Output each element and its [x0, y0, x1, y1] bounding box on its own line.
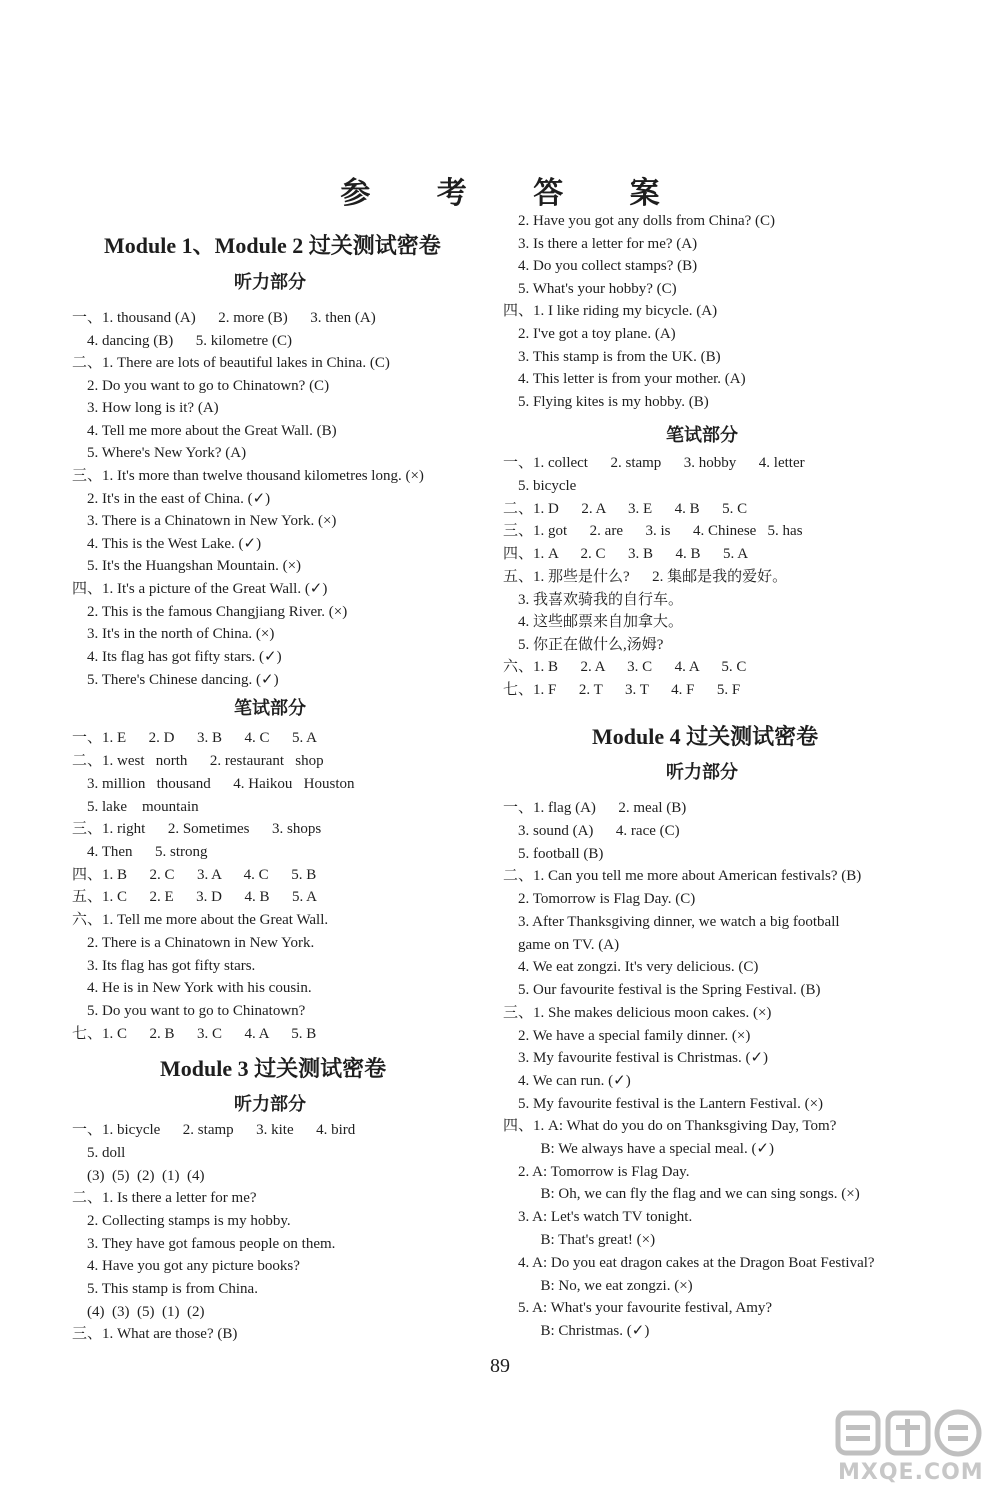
answer-line: 二、1. west north 2. restaurant shop [72, 753, 324, 769]
answer-line: 一、1. flag (A) 2. meal (B) [503, 800, 687, 816]
answer-line: 5. 你正在做什么,汤姆? [503, 637, 664, 653]
answer-line: B: Christmas. (✓) [503, 1323, 650, 1339]
answer-line: 5. A: What's your favourite festival, Amy? [503, 1300, 773, 1316]
answer-line: 二、1. Is there a letter for me? [72, 1190, 257, 1206]
answer-line: 3. Is there a letter for me? (A) [503, 236, 698, 252]
answer-line: 3. How long is it? (A) [72, 400, 219, 416]
answer-line: 4. A: Do you eat dragon cakes at the Dragon Boat Festival? [503, 1255, 875, 1271]
answer-line: 四、1. It's a picture of the Great Wall. (✓) [72, 581, 328, 597]
module-1-2-heading: Module 1、Module 2 过关测试密卷 [104, 233, 441, 258]
answer-line: 2. It's in the east of China. (✓) [72, 491, 271, 507]
answer-line: B: No, we eat zongzi. (×) [503, 1278, 693, 1294]
answer-line: 5. There's Chinese dancing. (✓) [72, 672, 279, 688]
answer-line: B: That's great! (×) [503, 1232, 656, 1248]
answer-line: 4. This is the West Lake. (✓) [72, 536, 262, 552]
answer-line: game on TV. (A) [518, 937, 620, 953]
answer-line: 4. This letter is from your mother. (A) [503, 371, 746, 387]
answer-line: B: Oh, we can fly the flag and we can sing songs. (×) [503, 1186, 860, 1202]
page-number: 89 [490, 1355, 510, 1377]
module-3-writing-heading: 笔试部分 [666, 425, 738, 446]
answer-line: 5. My favourite festival is the Lantern Festival. (×) [503, 1096, 824, 1112]
answer-line: 5. Our favourite festival is the Spring Festival. (B) [503, 982, 821, 998]
answer-line: 2. A: Tomorrow is Flag Day. [503, 1164, 690, 1180]
answer-line: 2. Do you want to go to Chinatown? (C) [72, 378, 330, 394]
answer-line: 5. Do you want to go to Chinatown? [72, 1003, 306, 1019]
answer-line: 3. There is a Chinatown in New York. (×) [72, 513, 337, 529]
answer-line: 三、1. She makes delicious moon cakes. (×) [503, 1005, 772, 1021]
answer-line: 4. Its flag has got fifty stars. (✓) [72, 649, 282, 665]
answer-line: 3. After Thanksgiving dinner, we watch a big football [503, 914, 840, 930]
answer-line: 5. Where's New York? (A) [72, 445, 247, 461]
answer-line: 四、1. I like riding my bicycle. (A) [503, 303, 718, 319]
answer-line: 3. They have got famous people on them. [72, 1236, 336, 1252]
answer-line: 四、1. B 2. C 3. A 4. C 5. B [72, 867, 317, 883]
answer-line: 4. He is in New York with his cousin. [72, 980, 312, 996]
answer-line: 4. Do you collect stamps? (B) [503, 258, 698, 274]
answer-line: 七、1. C 2. B 3. C 4. A 5. B [72, 1026, 317, 1042]
watermark-logo [830, 1405, 990, 1487]
answer-line: 一、1. thousand (A) 2. more (B) 3. then (A) [72, 310, 376, 326]
answer-line: 2. Have you got any dolls from China? (C) [503, 213, 776, 229]
module-3-heading: Module 3 过关测试密卷 [160, 1056, 387, 1081]
answer-line: 三、1. It's more than twelve thousand kilometres long. (×) [72, 468, 424, 484]
answer-line: 3. This stamp is from the UK. (B) [503, 349, 721, 365]
answer-line: 三、1. What are those? (B) [72, 1326, 238, 1342]
answer-line: 六、1. Tell me more about the Great Wall. [72, 912, 329, 928]
answer-line: 4. Have you got any picture books? [72, 1258, 300, 1274]
answer-line: 一、1. bicycle 2. stamp 3. kite 4. bird [72, 1122, 356, 1138]
answer-line: B: We always have a special meal. (✓) [503, 1141, 774, 1157]
answer-line: 2. We have a special family dinner. (×) [503, 1028, 751, 1044]
answer-line: 4. We eat zongzi. It's very delicious. (C) [503, 959, 759, 975]
page-title: 参 考 答 案 [340, 176, 688, 211]
answer-line: 三、1. got 2. are 3. is 4. Chinese 5. has [503, 523, 803, 539]
answer-circle-logo-icon [830, 1405, 990, 1465]
module-4-heading: Module 4 过关测试密卷 [592, 724, 819, 749]
answer-line: 3. It's in the north of China. (×) [72, 626, 275, 642]
module-4-listening-heading: 听力部分 [666, 762, 738, 783]
answer-line: 5. This stamp is from China. [72, 1281, 258, 1297]
answer-line: 二、1. Can you tell me more about American festivals? (B) [503, 868, 862, 884]
answer-line: 2. I've got a toy plane. (A) [503, 326, 676, 342]
answer-line: 3. My favourite festival is Christmas. (✓) [503, 1050, 769, 1066]
answer-line: 一、1. collect 2. stamp 3. hobby 4. letter [503, 455, 805, 471]
module-1-2-listening-heading: 听力部分 [234, 272, 306, 293]
answer-line: 4. We can run. (✓) [503, 1073, 631, 1089]
answer-line: 二、1. There are lots of beautiful lakes in China. (C) [72, 355, 390, 371]
answer-line: 四、1. A 2. C 3. B 4. B 5. A [503, 546, 749, 562]
module-1-2-writing-heading: 笔试部分 [234, 698, 306, 719]
answer-line: 3. Its flag has got fifty stars. [72, 958, 256, 974]
answer-line: 5. What's your hobby? (C) [503, 281, 677, 297]
answer-line: 2. Tomorrow is Flag Day. (C) [503, 891, 696, 907]
answer-line: 4. 这些邮票来自加拿大。 [503, 614, 684, 630]
answer-line: 三、1. right 2. Sometimes 3. shops [72, 821, 322, 837]
watermark-text: MXQE.COM [838, 1460, 984, 1485]
answer-line: (3) (5) (2) (1) (4) [72, 1168, 205, 1184]
answer-line: 2. This is the famous Changjiang River. (×) [72, 604, 348, 620]
answer-line: 5. lake mountain [72, 799, 199, 815]
module-3-listening-heading: 听力部分 [234, 1094, 306, 1115]
answer-line: 2. There is a Chinatown in New York. [72, 935, 315, 951]
answer-line: 4. Then 5. strong [72, 844, 208, 860]
answer-line: 七、1. F 2. T 3. T 4. F 5. F [503, 682, 741, 698]
answer-line: 3. sound (A) 4. race (C) [503, 823, 680, 839]
answer-line: 2. Collecting stamps is my hobby. [72, 1213, 291, 1229]
answer-line: 5. doll [72, 1145, 126, 1161]
answer-line: 二、1. D 2. A 3. E 4. B 5. C [503, 501, 748, 517]
answer-line: 六、1. B 2. A 3. C 4. A 5. C [503, 659, 747, 675]
answer-line: 5. bicycle [503, 478, 577, 494]
answer-line: 5. It's the Huangshan Mountain. (×) [72, 558, 302, 574]
answer-line: 一、1. E 2. D 3. B 4. C 5. A [72, 730, 318, 746]
answer-line: (4) (3) (5) (1) (2) [72, 1304, 205, 1320]
answer-line: 5. football (B) [503, 846, 604, 862]
answer-line: 四、1. A: What do you do on Thanksgiving Day, Tom? [503, 1118, 837, 1134]
answer-line: 五、1. C 2. E 3. D 4. B 5. A [72, 889, 318, 905]
answer-line: 5. Flying kites is my hobby. (B) [503, 394, 709, 410]
answer-line: 3. 我喜欢骑我的自行车。 [503, 592, 684, 608]
answer-line: 4. dancing (B) 5. kilometre (C) [72, 333, 292, 349]
answer-line: 五、1. 那些是什么? 2. 集邮是我的爱好。 [503, 569, 788, 585]
answer-line: 3. million thousand 4. Haikou Houston [72, 776, 355, 792]
answer-line: 3. A: Let's watch TV tonight. [503, 1209, 693, 1225]
answer-line: 4. Tell me more about the Great Wall. (B) [72, 423, 337, 439]
